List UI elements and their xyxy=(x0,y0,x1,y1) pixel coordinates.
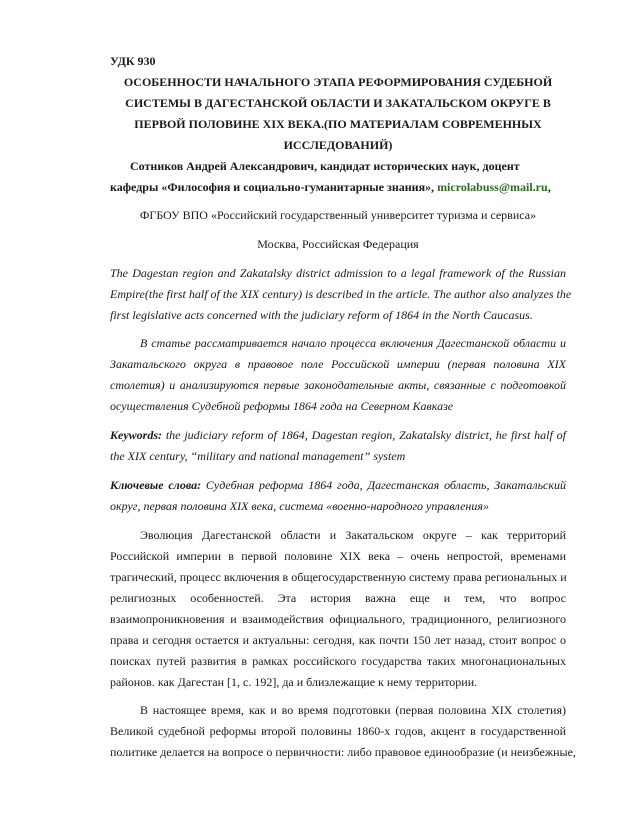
abstract-en-line: The Dagestan region and Zakatalsky district admission to a legal framework of the Russian xyxy=(110,266,566,280)
paragraph1-line: религиозных особенностей. Эта история важна еще и тем, что вопрос xyxy=(110,591,566,605)
author-department: кафедры «Философия и социально-гуманитарные знания», xyxy=(110,180,438,194)
title-line: ПЕРВОЙ ПОЛОВИНЕ XIX ВЕКА.(ПО МАТЕРИАЛАМ СОВРЕМЕННЫХ xyxy=(134,117,542,131)
author-line-2 xyxy=(110,180,566,195)
title-line: ИССЛЕДОВАНИЙ) xyxy=(283,138,393,152)
abstract-en-line: first legislative acts concerned with the judiciary reform of 1864 in the North Caucasus. xyxy=(110,308,533,322)
keywords-en-line-2: the XIX century, “military and national management” system xyxy=(110,449,406,463)
paragraph2-line: В настоящее время, как и во время подготовки (первая половина XIX столетия) xyxy=(140,703,566,717)
abstract-en-line: Empire(the first half of the XIX century) is described in the article. The author also analyzes the xyxy=(110,287,572,301)
keywords-ru-line-2: округ, первая половина XIX века, система «военно-народного управления» xyxy=(110,499,489,513)
paragraph1-line: Эволюция Дагестанской области и Закатальском округе – как территорий xyxy=(140,528,566,542)
keywords-en-line-1 xyxy=(110,428,566,443)
paragraph1-line: Российской империи в первой половине XIX века – очень непростой, временами xyxy=(110,549,566,563)
paragraph1-line: трагический, процесс включения в общегосударственную систему права региональных и xyxy=(110,570,567,584)
paragraph2-line: Великой судебной реформы второй половины 1860-х годов, акцент в государственной xyxy=(110,724,566,738)
city: Москва, Российская Федерация xyxy=(257,237,419,251)
paragraph1-line: поисках путей развития в рамках российского государства таких многонациональных xyxy=(110,654,566,668)
title-line: ОСОБЕННОСТИ НАЧАЛЬНОГО ЭТАПА РЕФОРМИРОВАНИЯ СУДЕБНОЙ xyxy=(123,75,553,89)
keywords-ru-text: Судебная реформа 1864 года, Дагестанская область, Закатальский xyxy=(201,478,566,492)
keywords-ru-line-1 xyxy=(110,478,566,493)
abstract-ru-line: столетия) и анализируются первые законодательные акты, связанные с подготовкой xyxy=(110,378,566,392)
paragraph1-line: взаимопроникновения и взаимодействия официального, традиционного, религиозного xyxy=(110,612,566,626)
author-line: Сотников Андрей Александрович, кандидат исторических наук, доцент xyxy=(130,159,520,173)
abstract-ru-line: Закатальского округа в правовое поле Российской империи (первая половина XIX xyxy=(110,357,566,371)
paragraph2-line: политике делается на вопросе о первичности: либо правовое единообразие (и неизбежные, xyxy=(110,745,576,759)
author-line-end: , xyxy=(547,180,551,194)
udk-code: УДК 930 xyxy=(110,54,156,68)
title-line: СИСТЕМЫ В ДАГЕСТАНСКОЙ ОБЛАСТИ И ЗАКАТАЛЬСКОМ ОКРУГЕ В xyxy=(125,96,551,110)
author-email[interactable]: microlabuss@mail.ru xyxy=(437,180,548,194)
paragraph1-line: районов. как Дагестан [1, с. 192], да и близлежащие к нему территории. xyxy=(110,675,478,689)
keywords-en-text: the judiciary reform of 1864, Dagestan region, Zakatalsky district, he first half of xyxy=(162,428,566,442)
affiliation: ФГБОУ ВПО «Российский государственный университет туризма и сервиса» xyxy=(139,208,537,222)
abstract-ru-line: В статье рассматривается начало процесса включения Дагестанской области и xyxy=(140,336,566,350)
abstract-ru-line: осуществления Судебной реформы 1864 года на Северном Кавказе xyxy=(110,399,454,413)
paragraph1-line: права и сегодня остается и актуальны: сегодня, как почти 150 лет назад, стоит вопрос о xyxy=(110,633,566,647)
keywords-ru-label: Ключевые слова: xyxy=(110,478,202,492)
keywords-en-label: Keywords: xyxy=(110,428,162,442)
